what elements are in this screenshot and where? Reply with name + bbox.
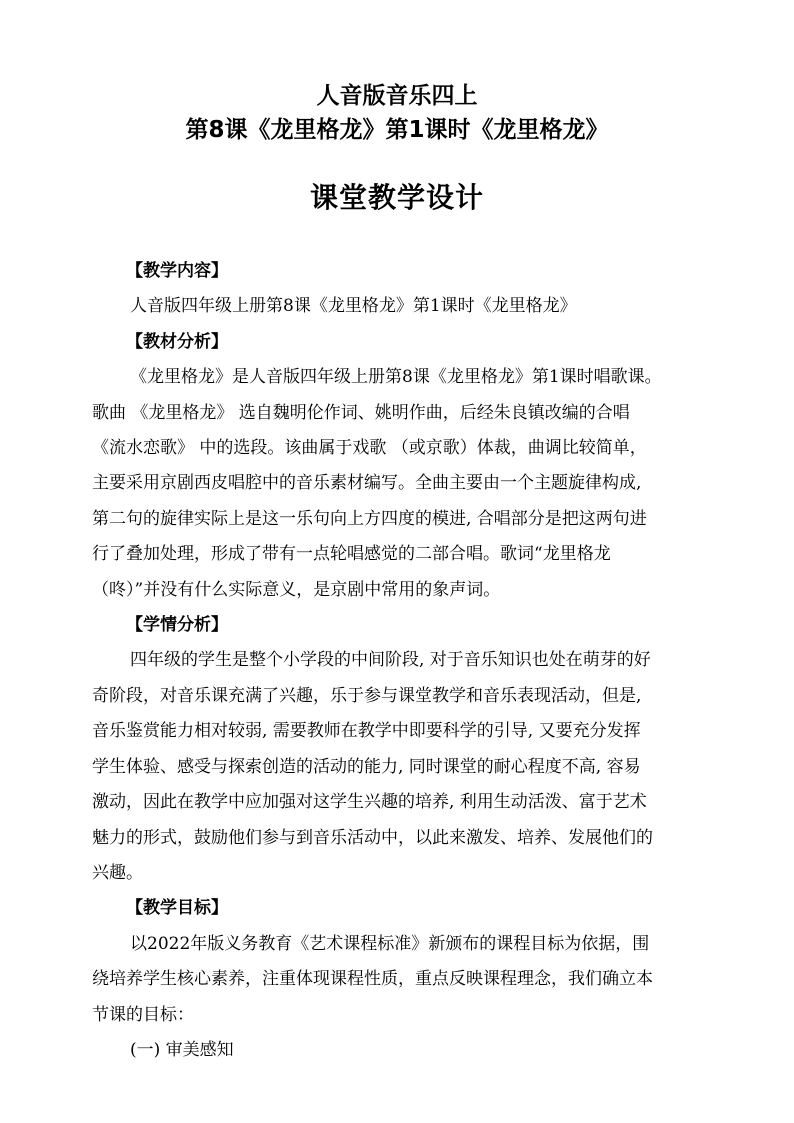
document-title-publisher: 人音版音乐四上 bbox=[316, 83, 478, 109]
paragraph-line: 以2022年版义务教育《艺术课程标准》新颁布的课程目标为依据，围 bbox=[130, 933, 650, 954]
section-paragraph-goals bbox=[92, 927, 722, 1033]
paragraph-line: 兴趣。 bbox=[92, 862, 143, 883]
document-title-lesson: 第8课《龙里格龙》第1课时《龙里格龙》 bbox=[185, 117, 609, 143]
paragraph-line: 节课的目标： bbox=[92, 1004, 194, 1025]
section-heading-content: 【教学内容】 bbox=[126, 261, 228, 281]
document-title-main: 课堂教学设计 bbox=[309, 181, 484, 214]
paragraph-line: 第二句的旋律实际上是这一乐句向上方四度的模进, 合唱部分是把这两句进 bbox=[92, 508, 647, 529]
paragraph-line: 四年级的学生是整个小学段的中间阶段, 对于音乐知识也处在萌芽的好 bbox=[130, 650, 651, 671]
paragraph-line: 行了叠加处理，形成了带有一点轮唱感觉的二部合唱。歌词“龙里格龙 bbox=[92, 544, 611, 565]
paragraph-line: 歌曲 《龙里格龙》 选自魏明伦作词、姚明作曲，后经朱良镇改编的合唱 bbox=[92, 402, 630, 423]
section-paragraph-students bbox=[92, 643, 722, 891]
paragraph-line: 激动，因此在教学中应加强对这学生兴趣的培养, 利用生动活泼、富于艺术 bbox=[92, 792, 647, 813]
paragraph-line: 魅力的形式，鼓励他们参与到音乐活动中，以此来激发、培养、发展他们的 bbox=[92, 827, 653, 848]
paragraph-line: 音乐鉴赏能力相对较弱, 需要教师在教学中即要科学的引导, 又要充分发挥 bbox=[92, 721, 641, 742]
section-heading-students: 【学情分析】 bbox=[126, 615, 228, 636]
section-heading-analysis: 【教材分析】 bbox=[126, 331, 228, 352]
paragraph-line: （咚）”并没有什么实际意义，是京剧中常用的象声词。 bbox=[92, 579, 501, 600]
paragraph-line: 《流水恋歌》 中的选段。该曲属于戏歌 （或京歌）体裁，曲调比较简单， bbox=[92, 438, 647, 459]
goal-sub-item-aesthetic: (一) 审美感知 bbox=[130, 1039, 234, 1060]
paragraph-line: 《龙里格龙》是人音版四年级上册第8课《龙里格龙》第1课时唱歌课。 bbox=[130, 367, 662, 388]
paragraph-line: 主要采用京剧西皮唱腔中的音乐素材编写。全曲主要由一个主题旋律构成, bbox=[92, 473, 642, 494]
section-heading-goals: 【教学目标】 bbox=[126, 898, 228, 919]
document-body bbox=[92, 254, 722, 1068]
paragraph-line: 绕培养学生核心素养，注重体现课程性质，重点反映课程理念，我们确立本 bbox=[92, 969, 653, 990]
paragraph-line: 学生体验、感受与探索创造的活动的能力, 同时课堂的耐心程度不高, 容易 bbox=[92, 756, 641, 777]
paragraph-line: 奇阶段，对音乐课充满了兴趣，乐于参与课堂教学和音乐表现活动，但是, bbox=[92, 685, 642, 706]
section-paragraph-analysis bbox=[92, 360, 722, 608]
section-text-content: 人音版四年级上册第8课《龙里格龙》第1课时《龙里格龙》 bbox=[130, 296, 577, 317]
